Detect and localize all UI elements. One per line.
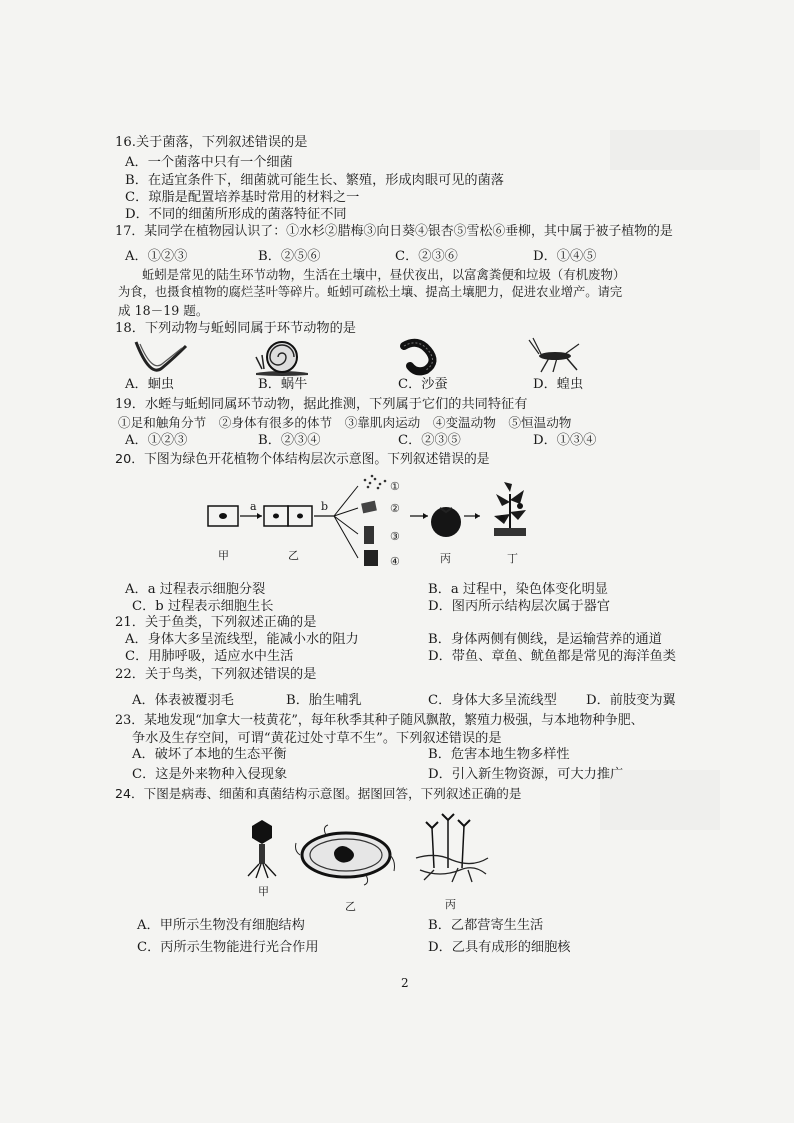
roundworm-illustration (132, 338, 192, 378)
virus-illustration (244, 818, 280, 878)
q16-option-a: A．一个菌落中只有一个细菌 (125, 155, 293, 170)
fig20-num-3: ③ (390, 530, 400, 543)
q19-option-a: A．①②③ (125, 433, 188, 448)
q18-option-b: B．蜗牛 (258, 377, 308, 392)
show-through-smudge (610, 130, 760, 170)
q23-line-1: 23．某地发现“加拿大一枝黄花”，每年秋季其种子随风飘散，繁殖力极强，与本地物种争肥、 (115, 713, 644, 728)
q21-option-a: A．身体大多呈流线型，能减小水的阻力 (125, 632, 359, 647)
fig24-label-bing: 丙 (445, 898, 456, 911)
page-number: 2 (401, 976, 409, 990)
q20-option-a: A．a 过程表示细胞分裂 (125, 582, 266, 597)
q23-option-a: A．破坏了本地的生态平衡 (132, 747, 287, 762)
q17-option-d: D．①④⑤ (533, 249, 597, 264)
q21-option-c: C．用肺呼吸，适应水中生活 (125, 649, 294, 664)
q17-option-a: A．①②③ (125, 249, 188, 264)
q19-statements: ①足和触角分节 ②身体有很多的体节 ③靠肌肉运动 ④变温动物 ⑤恒温动物 (118, 415, 572, 430)
q22-option-c: C．身体大多呈流线型 (428, 693, 557, 708)
q18-stem: 18．下列动物与蚯蚓同属于环节动物的是 (115, 321, 356, 336)
snail-illustration (252, 335, 312, 380)
fig20-label-jia: 甲 (218, 549, 229, 562)
q20-stem: 20．下图为绿色开花植物个体结构层次示意图。下列叙述错误的是 (115, 452, 490, 467)
passage-line-1: 蚯蚓是常见的陆生环节动物，生活在土壤中，昼伏夜出，以富禽粪便和垃圾（有机废物） (142, 267, 626, 282)
q17-option-b: B．②⑤⑥ (258, 249, 321, 264)
locust-illustration (525, 336, 585, 376)
fig20-label-a: a (250, 500, 257, 513)
bacterium-illustration (296, 825, 396, 885)
passage-line-3: 成 18－19 题。 (118, 303, 209, 318)
plant-structure-diagram (200, 472, 540, 572)
q23-option-d: D．引入新生物资源，可大力推广 (428, 767, 624, 782)
q20-option-b: B．a 过程中，染色体变化明显 (428, 582, 608, 597)
q18-option-d: D．蝗虫 (533, 377, 584, 392)
q22-stem: 22．关于鸟类，下列叙述错误的是 (115, 667, 317, 682)
q18-option-a: A．蛔虫 (125, 377, 175, 392)
q19-option-d: D．①③④ (533, 433, 597, 448)
fungus-illustration (412, 808, 492, 888)
fig20-num-2: ② (390, 502, 400, 515)
fig20-label-ding: 丁 (507, 552, 518, 565)
q21-option-b: B．身体两侧有侧线，是运输营养的通道 (428, 632, 662, 647)
fig20-label-bing: 丙 (440, 552, 451, 565)
fig20-num-1: ① (390, 480, 400, 493)
q24-stem: 24．下图是病毒、细菌和真菌结构示意图。据图回答，下列叙述正确的是 (115, 786, 522, 801)
fig20-label-b: b (321, 500, 329, 513)
q20-option-c: C．b 过程表示细胞生长 (132, 599, 274, 614)
ragworm-illustration (398, 336, 448, 376)
q24-option-b: B．乙都营寄生生活 (428, 918, 544, 933)
q16-stem: 16.关于菌落，下列叙述错误的是 (115, 135, 308, 150)
q16-option-d: D．不同的细菌所形成的菌落特征不同 (125, 207, 347, 222)
q19-option-c: C．②③⑤ (398, 433, 461, 448)
q19-option-b: B．②③④ (258, 433, 321, 448)
q17-option-c: C．②③⑥ (395, 249, 458, 264)
q24-option-d: D．乙具有成形的细胞核 (428, 940, 571, 955)
q16-option-b: B．在适宜条件下，细菌就可能生长、繁殖，形成肉眼可见的菌落 (125, 173, 504, 188)
q16-option-c: C．琼脂是配置培养基时常用的材料之一 (125, 190, 360, 205)
fig20-num-4: ④ (390, 555, 400, 568)
q22-option-a: A．体表被覆羽毛 (132, 693, 234, 708)
q23-line-2: 争水及生存空间，可谓“黄花过处寸草不生”。下列叙述错误的是 (132, 731, 502, 746)
q21-stem: 21．关于鱼类，下列叙述正确的是 (115, 615, 317, 630)
q19-stem: 19．水蛭与蚯蚓同属环节动物，据此推测，下列属于它们的共同特征有 (115, 397, 528, 412)
q18-option-c: C．沙蚕 (398, 377, 448, 392)
q21-option-d: D．带鱼、章鱼、鱿鱼都是常见的海洋鱼类 (428, 649, 676, 664)
q23-option-b: B．危害本地生物多样性 (428, 747, 570, 762)
fig24-label-yi: 乙 (345, 900, 356, 913)
fig24-label-jia: 甲 (258, 885, 269, 898)
q24-option-c: C．丙所示生物能进行光合作用 (137, 940, 319, 955)
q22-option-d: D．前肢变为翼 (586, 693, 676, 708)
q17-stem: 17．某同学在植物园认识了：①水杉②腊梅③向日葵④银杏⑤雪松⑥垂柳，其中属于被子植物的是 (115, 224, 673, 239)
fig20-label-yi: 乙 (288, 549, 299, 562)
q24-option-a: A．甲所示生物没有细胞结构 (137, 918, 305, 933)
passage-line-2: 为食，也摄食植物的腐烂茎叶等碎片。蚯蚓可疏松土壤、提高土壤肥力，促进农业增产。请完 (118, 285, 623, 299)
q23-option-c: C．这是外来物种入侵现象 (132, 767, 288, 782)
q22-option-b: B．胎生哺乳 (286, 693, 362, 708)
q20-option-d: D．图丙所示结构层次属于器官 (428, 599, 611, 614)
